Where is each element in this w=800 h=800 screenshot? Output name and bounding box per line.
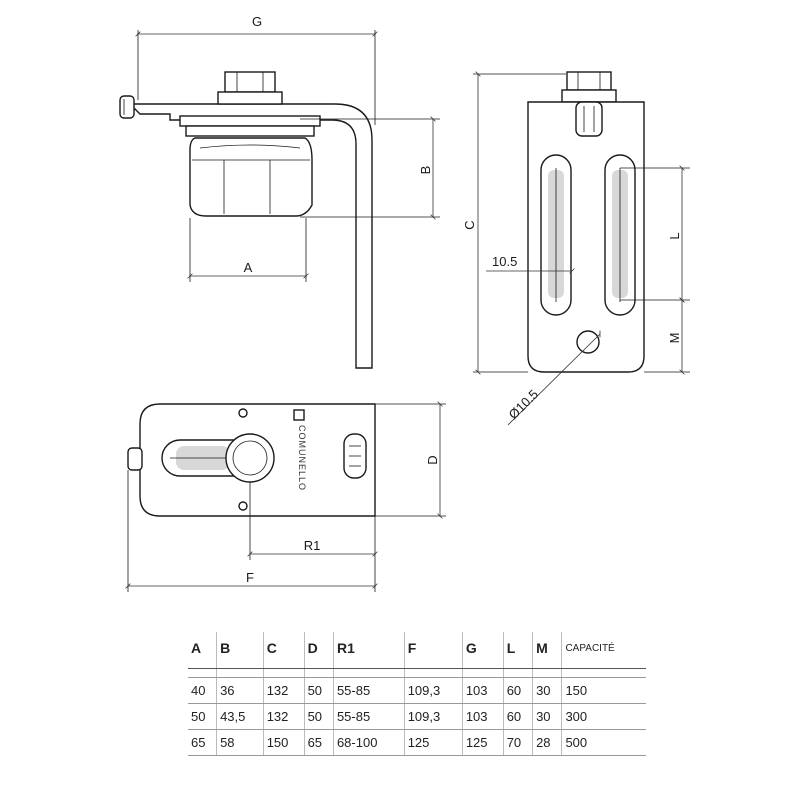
table-cell: 103 [462,678,503,704]
table-cell: 500 [562,730,646,756]
table-cell: 58 [217,730,264,756]
table-cell: 109,3 [404,704,462,730]
table-cell: 132 [263,704,304,730]
table-cell: 65 [188,730,217,756]
front-view [462,72,690,425]
table-header-row [188,632,646,669]
table-cell: 150 [562,678,646,704]
table-cell: 65 [304,730,333,756]
table-cell: 125 [404,730,462,756]
table-cell: 30 [533,678,562,704]
top-view [128,404,446,592]
header-b: B [217,632,264,669]
table-row [188,704,646,730]
dim-label-a: A [243,260,253,275]
table-cell: 36 [217,678,264,704]
dim-label-g: G [251,14,263,29]
table-cell: 40 [188,678,217,704]
dimensions-table [188,632,646,756]
table-cell: 60 [503,704,532,730]
brand-text: COMUNELLO [297,425,307,492]
table-cell: 55-85 [333,678,404,704]
table-cell: 50 [188,704,217,730]
table-cell: 43,5 [217,704,264,730]
mounting-hole [577,331,599,353]
header-l: L [503,632,532,669]
header-d: D [304,632,333,669]
table-cell: 60 [503,678,532,704]
header-c: C [263,632,304,669]
table-row [188,678,646,704]
dim-label-l: L [667,232,682,240]
table-cell: 132 [263,678,304,704]
table-cell: 150 [263,730,304,756]
hex-nut [225,72,275,92]
table-cell: 55-85 [333,704,404,730]
table-cell: 125 [462,730,503,756]
table-row [188,730,646,756]
table-cell: 30 [533,704,562,730]
table-cell: 28 [533,730,562,756]
header-g: G [462,632,503,669]
dim-label-hole-diameter: Ø10.5 [505,386,542,423]
dim-label-r1: R1 [303,538,321,553]
dim-label-b: B [418,165,433,175]
header-r1: R1 [333,632,404,669]
roller-body [190,138,312,216]
header-capacite: CAPACITÉ [562,632,646,669]
table-cell: 68-100 [333,730,404,756]
dim-label-m: M [667,332,682,344]
side-view [120,14,440,368]
table-cell: 103 [462,704,503,730]
header-f: F [404,632,462,669]
table-cell: 300 [562,704,646,730]
table-cell: 70 [503,730,532,756]
table-cell: 50 [304,678,333,704]
dim-label-d: D [425,455,440,465]
header-m: M [533,632,562,669]
header-a: A [188,632,217,669]
dim-label-f: F [246,570,254,585]
table-cell: 109,3 [404,678,462,704]
dim-label-c: C [462,220,477,230]
table-cell: 50 [304,704,333,730]
bolt-head [120,96,134,118]
dim-label-slot-width: 10.5 [492,254,518,269]
